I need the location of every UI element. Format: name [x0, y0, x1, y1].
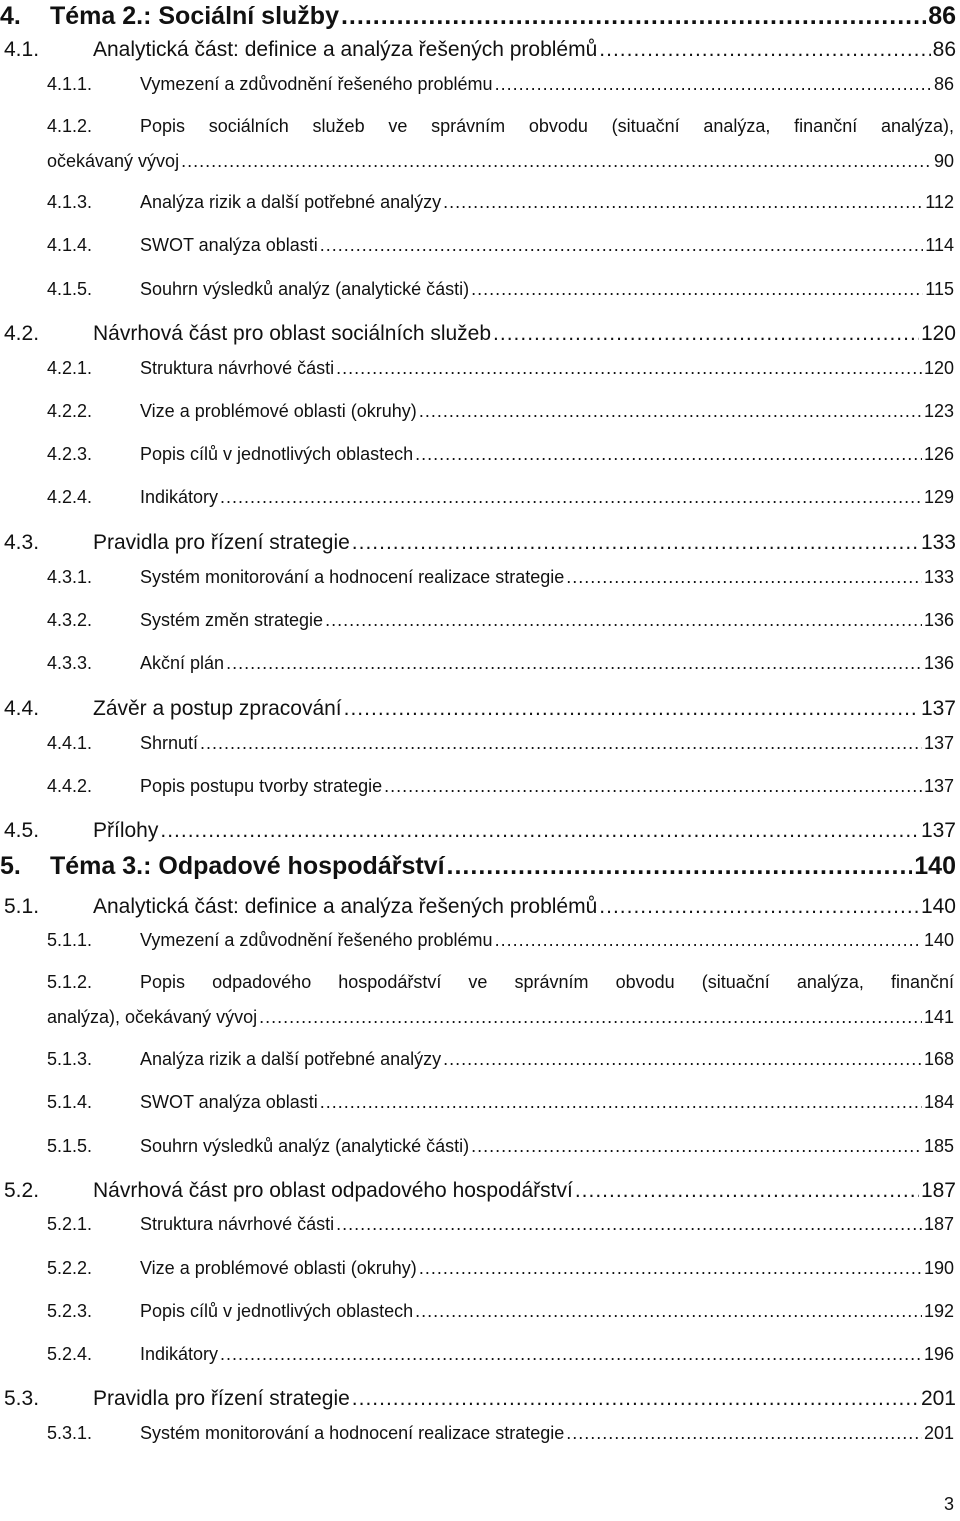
toc-entry-level2[interactable] — [4, 1387, 956, 1411]
toc-leader — [352, 1387, 919, 1411]
toc-page: 129 — [923, 487, 954, 507]
toc-leader — [200, 733, 922, 754]
toc-page: 136 — [923, 653, 954, 673]
toc-title: Návrhová část pro oblast sociálních služeb — [93, 322, 492, 345]
toc-number: 5.2.2. — [47, 1258, 93, 1278]
toc-number: 4.3. — [4, 531, 40, 554]
toc-entry-level3[interactable] — [47, 653, 954, 674]
toc-title: Vymezení a zdůvodnění řešeného problému — [140, 930, 493, 950]
toc-page: 123 — [923, 401, 954, 421]
toc-number: 5.2. — [4, 1179, 40, 1202]
toc-title: Analytická část: definice a analýza řešených problémů — [93, 38, 598, 61]
toc-number: 4.1.2. — [47, 116, 93, 136]
toc-entry-level3[interactable] — [47, 610, 954, 631]
toc-number: 5.1.4. — [47, 1092, 93, 1112]
toc-entry-level2[interactable] — [4, 895, 956, 919]
toc-title: Analytická část: definice a analýza řešených problémů — [93, 895, 598, 918]
toc-number: 4.2.2. — [47, 401, 93, 421]
toc-number: 4.1. — [4, 38, 40, 61]
toc-title: Indikátory — [140, 1344, 219, 1364]
page-number: 3 — [943, 1494, 954, 1514]
toc-leader — [341, 2, 926, 31]
toc-title: Téma 3.: Odpadové hospodářství — [50, 852, 445, 880]
toc-entry-level1[interactable] — [0, 852, 956, 881]
toc-page: 201 — [923, 1423, 954, 1443]
toc-entry-level3[interactable] — [47, 1344, 954, 1365]
toc-number: 5.1.3. — [47, 1049, 93, 1069]
toc-leader — [575, 1179, 919, 1203]
toc-leader — [599, 895, 919, 919]
toc-leader — [352, 531, 919, 555]
toc-leader — [344, 697, 919, 721]
toc-title-continuation: očekávaný vývoj — [47, 151, 180, 171]
toc-leader — [160, 819, 919, 843]
toc-entry-level2[interactable] — [4, 531, 956, 555]
toc-page: 140 — [923, 930, 954, 950]
toc-number: 5.2.3. — [47, 1301, 93, 1321]
toc-number: 5.3.1. — [47, 1423, 93, 1443]
toc-title: Struktura návrhové části — [140, 1214, 335, 1234]
toc-number: 4.4. — [4, 697, 40, 720]
toc-number: 5.1.5. — [47, 1136, 93, 1156]
toc-title: Systém monitorování a hodnocení realizace strategie — [140, 1423, 565, 1443]
toc-leader — [447, 852, 913, 881]
toc-entry-level3[interactable] — [47, 776, 954, 797]
toc-page: 126 — [923, 444, 954, 464]
toc-title: Pravidla pro řízení strategie — [93, 531, 350, 554]
toc-leader — [325, 610, 922, 631]
toc-number: 4.1.5. — [47, 279, 93, 299]
toc-page: 112 — [925, 192, 954, 212]
toc-page: 185 — [923, 1136, 954, 1156]
toc-number: 5.3. — [4, 1387, 40, 1410]
toc-title: Shrnutí — [140, 733, 199, 753]
toc-page: 86 — [933, 74, 954, 94]
toc-number: 5. — [0, 852, 21, 880]
toc-page: 201 — [920, 1387, 956, 1410]
toc-number: 4.2.1. — [47, 358, 93, 378]
toc-page: 114 — [925, 235, 954, 255]
toc-entry-level1[interactable] — [0, 2, 956, 31]
toc-entry-level3[interactable] — [47, 279, 954, 300]
toc-number: 5.1.2. — [47, 972, 93, 992]
toc-title: Souhrn výsledků analýz (analytické části) — [140, 1136, 470, 1156]
toc-number: 4.3.1. — [47, 567, 93, 587]
toc-page: 184 — [923, 1092, 954, 1112]
toc-entry-level2[interactable] — [4, 1179, 956, 1203]
toc-page: 190 — [923, 1258, 954, 1278]
toc-entry-level3[interactable] — [47, 1301, 954, 1322]
toc-entry-level3[interactable] — [47, 733, 954, 754]
toc-number: 4.3.2. — [47, 610, 93, 630]
toc-number: 5.2.1. — [47, 1214, 93, 1234]
toc-leader — [419, 1258, 922, 1279]
toc-number: 4.1.3. — [47, 192, 93, 212]
toc-entry-level3[interactable] — [47, 358, 954, 379]
toc-leader — [226, 653, 922, 674]
toc-entry-level3[interactable] — [47, 1092, 954, 1113]
toc-leader — [471, 1136, 922, 1157]
toc-number: 4.1.1. — [47, 74, 93, 94]
toc-leader — [181, 151, 932, 172]
toc-number: 4.2.3. — [47, 444, 93, 464]
toc-title: Závěr a postup zpracování — [93, 697, 342, 720]
toc-title: Popis postupu tvorby strategie — [140, 776, 383, 796]
toc-leader — [495, 930, 922, 951]
toc-leader — [415, 444, 922, 465]
toc-entry-level3[interactable] — [47, 1136, 954, 1157]
toc-page: 196 — [923, 1344, 954, 1364]
toc-leader — [320, 235, 924, 256]
toc-page: 140 — [920, 895, 956, 918]
toc-entry-level2[interactable] — [4, 38, 956, 62]
toc-number: 4.5. — [4, 819, 40, 842]
toc-entry-level3-wrapped[interactable] — [47, 116, 954, 172]
toc-page: 137 — [920, 819, 956, 842]
toc-entry-level3[interactable] — [47, 444, 954, 465]
toc-entry-level3[interactable] — [47, 235, 954, 256]
toc-entry-level2[interactable] — [4, 819, 956, 843]
toc-title: Přílohy — [93, 819, 159, 842]
toc-page: 133 — [920, 531, 956, 554]
toc-number: 4.4.1. — [47, 733, 93, 753]
toc-title: Pravidla pro řízení strategie — [93, 1387, 350, 1410]
toc-page: 120 — [923, 358, 954, 378]
toc-page: 192 — [923, 1301, 954, 1321]
toc-leader — [419, 401, 922, 422]
toc-number: 4.2.4. — [47, 487, 93, 507]
toc-page: 137 — [923, 776, 954, 796]
toc-title: Popis sociálních služeb ve správním obvodu (situační analýza, finanční analýza), — [140, 116, 954, 136]
toc-leader — [259, 1007, 922, 1028]
toc-page: 136 — [923, 610, 954, 630]
toc-page: 115 — [925, 279, 954, 299]
toc-leader — [471, 279, 923, 300]
toc-page: 140 — [914, 852, 956, 880]
toc-page: 141 — [923, 1007, 954, 1027]
toc-page: 86 — [932, 38, 956, 61]
toc-leader — [599, 38, 930, 62]
toc-leader — [443, 192, 923, 213]
toc-number: 4.3.3. — [47, 653, 93, 673]
toc-leader — [220, 487, 922, 508]
toc-entry-level3[interactable] — [47, 401, 954, 422]
toc-entry-level2[interactable] — [4, 697, 956, 721]
toc-leader — [336, 358, 922, 379]
toc-title: Návrhová část pro oblast odpadového hospodářství — [93, 1179, 573, 1202]
toc-page: 137 — [920, 697, 956, 720]
toc-number: 5.1.1. — [47, 930, 93, 950]
toc-number: 5.1. — [4, 895, 40, 918]
toc-leader — [495, 74, 932, 95]
toc-number: 4.2. — [4, 322, 40, 345]
toc-leader — [336, 1214, 922, 1235]
toc-number: 4. — [0, 2, 21, 30]
toc-page: 86 — [928, 2, 956, 30]
toc-entry-level3[interactable] — [47, 487, 954, 508]
toc-entry-level3[interactable] — [47, 1258, 954, 1279]
toc-page: 90 — [933, 151, 954, 171]
toc-title: Struktura návrhové části — [140, 358, 335, 378]
toc-leader — [320, 1092, 922, 1113]
toc-page: 137 — [923, 733, 954, 753]
toc-title: Vize a problémové oblasti (okruhy) — [140, 401, 417, 421]
toc-entry-level3[interactable] — [47, 1214, 954, 1235]
toc-page: 133 — [923, 567, 954, 587]
toc-number: 5.2.4. — [47, 1344, 93, 1364]
toc-title: Systém změn strategie — [140, 610, 324, 630]
toc-number: 4.1.4. — [47, 235, 93, 255]
toc-title: Popis cílů v jednotlivých oblastech — [140, 444, 414, 464]
toc-page: 187 — [923, 1214, 954, 1234]
toc-entry-level3[interactable] — [47, 74, 954, 95]
toc-title: Souhrn výsledků analýz (analytické části) — [140, 279, 470, 299]
toc-leader — [566, 1423, 922, 1444]
toc-title: Akční plán — [140, 653, 225, 673]
toc-entry-level3[interactable] — [47, 930, 954, 951]
toc-title-continuation: analýza), očekávaný vývoj — [47, 1007, 258, 1027]
toc-entry-level3[interactable] — [47, 192, 954, 213]
toc-title: Popis cílů v jednotlivých oblastech — [140, 1301, 414, 1321]
toc-entry-level3[interactable] — [47, 1049, 954, 1070]
toc-leader — [220, 1344, 922, 1365]
toc-title: Analýza rizik a další potřebné analýzy — [140, 1049, 442, 1069]
toc-page: 187 — [920, 1179, 956, 1202]
toc-title: Vymezení a zdůvodnění řešeného problému — [140, 74, 493, 94]
toc-title: SWOT analýza oblasti — [140, 235, 318, 255]
toc-leader — [566, 567, 922, 588]
toc-leader — [384, 776, 922, 797]
toc-title: SWOT analýza oblasti — [140, 1092, 318, 1112]
toc-title: Vize a problémové oblasti (okruhy) — [140, 1258, 417, 1278]
toc-title: Analýza rizik a další potřebné analýzy — [140, 192, 442, 212]
toc-title: Indikátory — [140, 487, 219, 507]
toc-leader — [443, 1049, 922, 1070]
toc-title: Systém monitorování a hodnocení realizace strategie — [140, 567, 565, 587]
toc-entry-level3-wrapped[interactable] — [47, 972, 954, 1028]
toc-page: 120 — [920, 322, 956, 345]
toc-title: Popis odpadového hospodářství ve správním obvodu (situační analýza, finanční — [140, 972, 954, 992]
toc-entry-level3[interactable] — [47, 1423, 954, 1444]
toc-number: 4.4.2. — [47, 776, 93, 796]
toc-page: 168 — [923, 1049, 954, 1069]
toc-entry-level3[interactable] — [47, 567, 954, 588]
toc-title: Téma 2.: Sociální služby — [50, 2, 339, 30]
toc-leader — [415, 1301, 922, 1322]
toc-entry-level2[interactable] — [4, 322, 956, 346]
toc-leader — [493, 322, 919, 346]
